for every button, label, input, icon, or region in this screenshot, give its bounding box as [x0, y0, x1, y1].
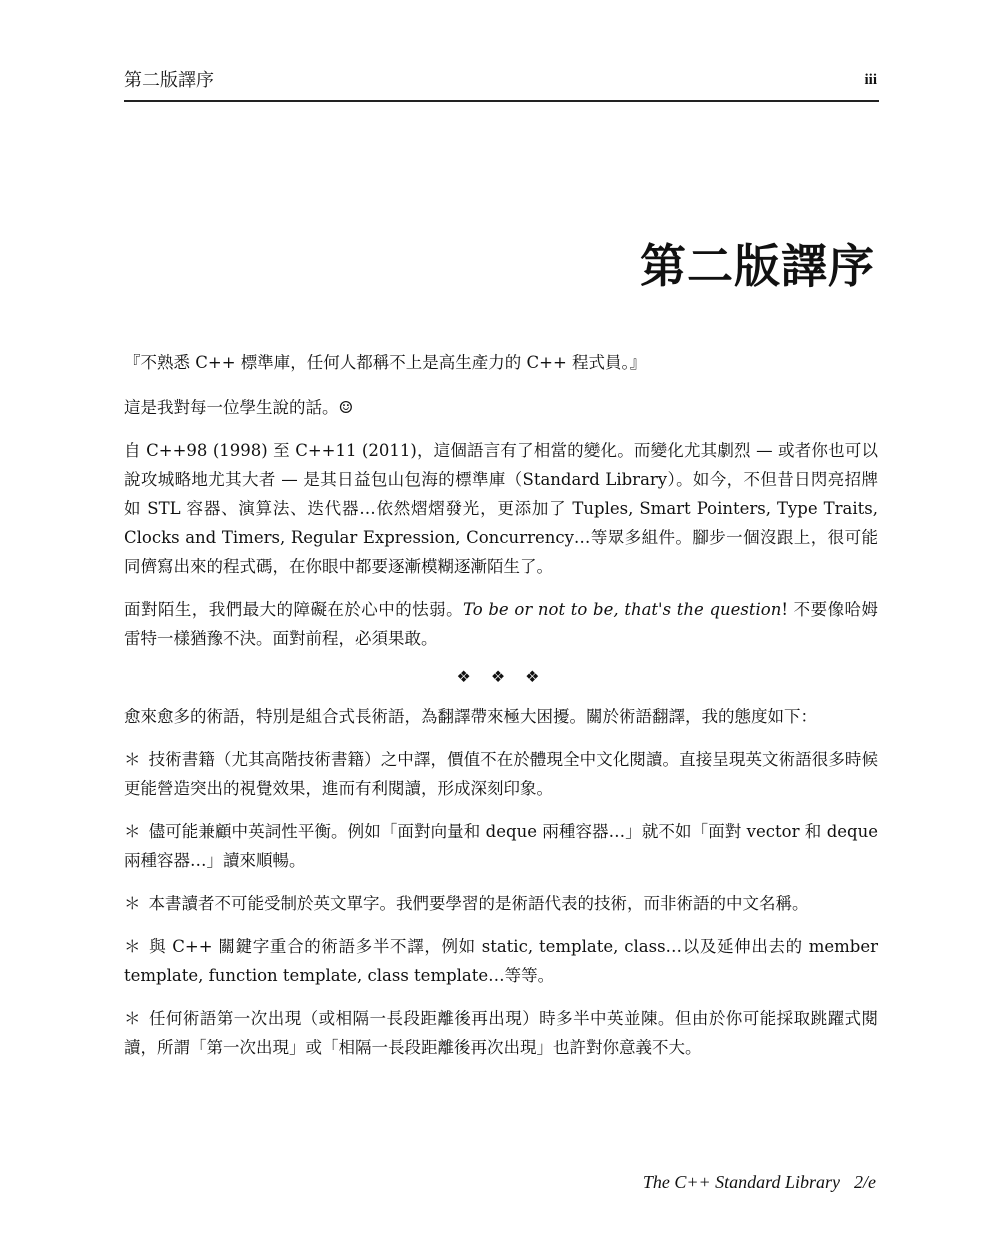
bullet-marker: ＊	[124, 937, 142, 956]
bullet-text-1: 技術書籍（尤其高階技術書籍）之中譯，價值不在於體現全中文化閱讀。直接呈現英文術語很多時候更能營造突出的視覺效果，進而有利閱讀，形成深刻印象。	[124, 750, 879, 798]
bullet-item-2	[124, 817, 878, 875]
bullet-text-4: 與 C++ 關鍵字重合的術語多半不譯，例如 static, template, class…以及延伸出去的 member template, function template, class template…等等。	[124, 937, 879, 985]
bullet-text-5: 任何術語第一次出現（或相隔一長段距離後再出現）時多半中英並陳。但由於你可能採取跳躍式閱讀，所謂「第一次出現」或「相隔一長段距離後再次出現」也許對你意義不大。	[124, 1009, 879, 1057]
bullet-text-2: 儘可能兼顧中英詞性平衡。例如「面對向量和 deque 兩種容器…」就不如「面對 vector 和 deque 兩種容器…」讀來順暢。	[124, 822, 878, 870]
paragraph-2: 自 C++98 (1998) 至 C++11 (2011)，這個語言有了相當的變化。而變化尤其劇烈 — 或者你也可以說攻城略地尤其大者 — 是其日益包山包海的標準庫（Standard Library）。如今，不但昔日閃亮招牌如 STL 容器、演算法、迭代器…依然熠熠發光，更添加了 Tuples, Smart Pointers, Type Traits, Clocks and Timers, Regular Expression, Concurrency…等眾多組件。腳步一個沒跟上，很可能同儕寫出來的程式碼，在你眼中都要逐漸模糊逐漸陌生了。	[124, 441, 878, 576]
footer-book-title: The C++ Standard Library	[642, 1172, 840, 1192]
opening-quote: 『不熟悉 C++ 標準庫，任何人都稱不上是高生產力的 C++ 程式員。』	[124, 353, 647, 372]
paragraph-1: 這是我對每一位學生說的話。☺	[124, 398, 354, 417]
bullet-item-1	[124, 745, 878, 803]
bullet-marker: ＊	[124, 750, 141, 769]
bullet-marker: ＊	[124, 1009, 141, 1028]
paragraph-3-text-b: ! 不要像哈姆雷特一樣猶豫不決。面對前程，必須果敢。	[124, 600, 878, 648]
chapter-title: 第二版譯序	[640, 239, 875, 293]
bullet-item-4	[124, 932, 878, 990]
paragraph-3	[124, 595, 878, 653]
running-footer	[643, 1172, 876, 1193]
paragraph-4: 愈來愈多的術語，特別是組合式長術語，為翻譯帶來極大困擾。關於術語翻譯，我的態度如下：	[124, 707, 817, 726]
section-divider: ❖❖❖	[456, 667, 560, 686]
header-page-number: iii	[864, 72, 877, 88]
paragraph-3-text-a: 面對陌生，我們最大的障礙在於心中的怯弱。	[124, 600, 464, 619]
bullet-item-3	[124, 889, 878, 918]
running-header	[124, 66, 879, 102]
header-section-title: 第二版譯序	[124, 70, 214, 91]
footer-edition: 2/e	[854, 1172, 876, 1192]
bullet-text-3: 本書讀者不可能受制於英文單字。我們要學習的是術語代表的技術，而非術語的中文名稱。	[148, 894, 809, 913]
bullet-item-5	[124, 1004, 878, 1062]
body-text	[124, 348, 878, 1076]
hamlet-quote: To be or not to be, that's the question	[463, 600, 782, 619]
bullet-marker: ＊	[124, 894, 141, 913]
bullet-marker: ＊	[124, 822, 141, 841]
